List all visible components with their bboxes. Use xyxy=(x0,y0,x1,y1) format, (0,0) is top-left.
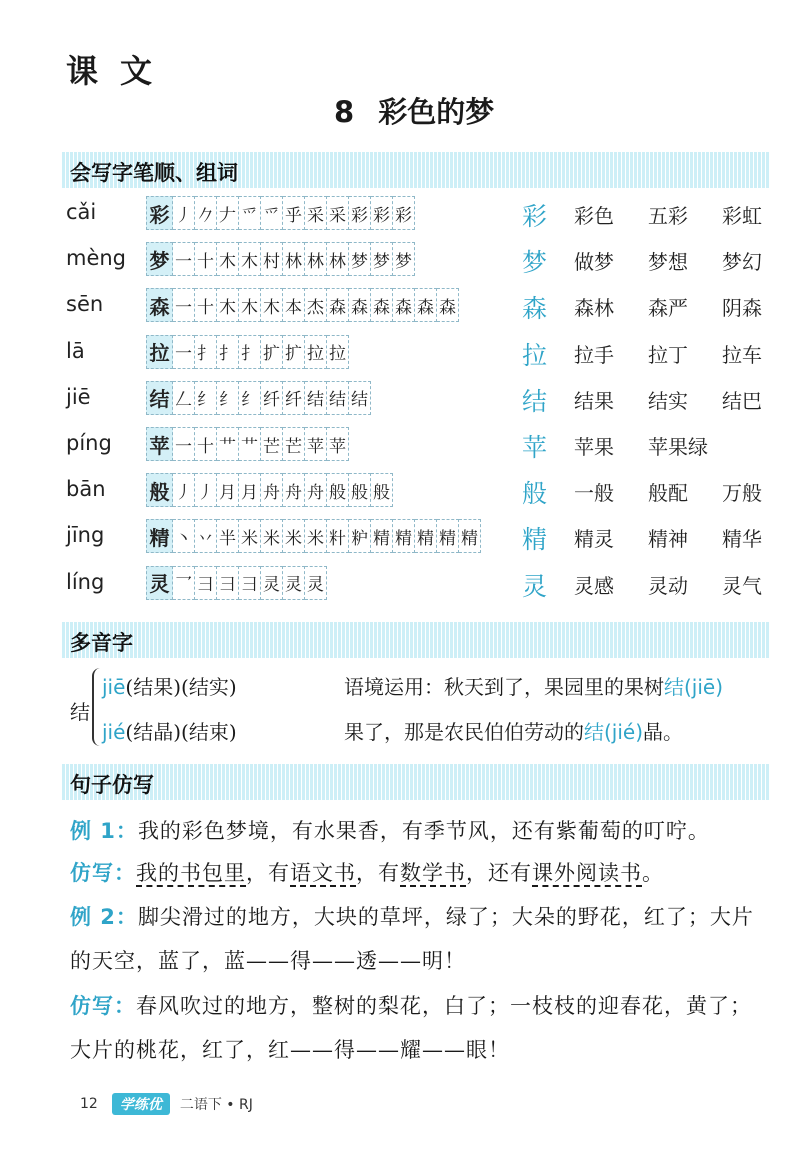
stroke-step: 森 xyxy=(415,288,437,322)
word: 五彩 xyxy=(648,204,688,228)
usage-char: 结 xyxy=(584,720,604,744)
stroke-step: 苹 xyxy=(305,427,327,461)
imitation-1 xyxy=(70,857,780,887)
section-title: 句子仿写 xyxy=(70,773,154,797)
stroke-step: 芒 xyxy=(283,427,305,461)
imitation-text: 大片的桃花，红了，红——得——耀——眼！ xyxy=(70,1038,510,1062)
pinyin: jiē xyxy=(66,384,91,409)
pinyin: lā xyxy=(66,338,85,363)
stroke-step: 彐 xyxy=(195,566,217,600)
polyphone-reading-2 xyxy=(102,716,237,745)
usage-text: 语境运用：秋天到了，果园里的果树 xyxy=(344,675,664,699)
char-row-6 xyxy=(66,473,786,513)
stroke-order xyxy=(146,381,371,415)
stroke-step: 十 xyxy=(195,288,217,322)
word: 精灵 xyxy=(574,527,614,552)
stroke-step: 木 xyxy=(261,288,283,322)
stroke-step: 本 xyxy=(283,288,305,322)
stroke-step: 梦 xyxy=(393,242,415,276)
lesson-title: 彩色的梦 xyxy=(378,95,495,129)
stroke-step: 纟 xyxy=(217,381,239,415)
section-header-polyphone xyxy=(62,622,770,658)
page-number: 12 xyxy=(80,1096,98,1112)
target-char: 灵 xyxy=(146,566,173,600)
stroke-step: 灵 xyxy=(283,566,305,600)
word: 苹果 xyxy=(574,435,614,459)
word: 结果 xyxy=(574,388,614,413)
stroke-step: 丿 xyxy=(173,473,195,507)
stroke-step: 纤 xyxy=(283,381,305,415)
stroke-step: 彩 xyxy=(349,196,371,230)
stroke-step: 乛 xyxy=(173,566,195,600)
target-char: 苹 xyxy=(146,427,173,461)
stroke-step: 舟 xyxy=(261,473,283,507)
imitation-text: 春风吹过的地方，整树的梨花，白了；一枝枝的迎春花，黄了； xyxy=(136,994,752,1018)
words: (结果)(结实) xyxy=(125,675,237,699)
stroke-step: 艹 xyxy=(239,427,261,461)
stroke-step: 森 xyxy=(349,288,371,322)
word: 森林 xyxy=(574,296,614,321)
word: 一般 xyxy=(574,481,614,506)
section-header-writing xyxy=(62,152,770,188)
big-char: 结 xyxy=(522,386,548,416)
char-row-4 xyxy=(66,381,786,421)
stroke-step: 采 xyxy=(305,196,327,230)
word: 阴森 xyxy=(722,296,762,321)
stroke-step: 扌 xyxy=(239,335,261,369)
target-char: 拉 xyxy=(146,335,173,369)
stroke-step: 丿 xyxy=(195,473,217,507)
target-char: 般 xyxy=(146,473,173,507)
stroke-step: 米 xyxy=(239,519,261,553)
stroke-step: 扌 xyxy=(195,335,217,369)
word: 结巴 xyxy=(722,388,762,413)
word: 做梦 xyxy=(574,250,614,275)
polyphone-reading-1 xyxy=(102,671,237,700)
stroke-step: 米 xyxy=(283,519,305,553)
stroke-step: 森 xyxy=(393,288,415,322)
stroke-step: 苹 xyxy=(327,427,349,461)
char-row-5 xyxy=(66,427,786,467)
pinyin: jiē xyxy=(102,675,126,699)
word: 结实 xyxy=(648,388,688,413)
lesson-label: 课文 xyxy=(66,52,175,90)
big-char: 拉 xyxy=(522,340,548,370)
stroke-step: 梦 xyxy=(371,242,393,276)
stroke-step: 爫 xyxy=(239,196,261,230)
stroke-order xyxy=(146,288,459,322)
word: 彩色 xyxy=(574,204,614,228)
stroke-step: 灵 xyxy=(261,566,283,600)
stroke-step: 扌 xyxy=(217,335,239,369)
pinyin: píng xyxy=(66,431,112,455)
section-title: 会写字笔顺、组词 xyxy=(70,161,238,185)
usage-line-1 xyxy=(344,671,723,700)
stroke-order xyxy=(146,566,327,600)
usage-text-end: 晶。 xyxy=(643,720,684,744)
stroke-step: 纟 xyxy=(195,381,217,415)
stroke-step: 芒 xyxy=(261,427,283,461)
pinyin: jié xyxy=(102,720,126,744)
section-header-imitation xyxy=(62,764,770,800)
stroke-step: 精 xyxy=(459,519,481,553)
pinyin: líng xyxy=(66,569,105,594)
word: 森严 xyxy=(648,296,688,321)
target-char: 森 xyxy=(146,288,173,322)
word: 万般 xyxy=(722,481,762,506)
pinyin: mèng xyxy=(66,246,127,271)
footer xyxy=(80,1093,253,1115)
word: 般配 xyxy=(648,481,688,506)
example-label: 例 1： xyxy=(70,819,138,843)
word: 拉车 xyxy=(722,342,762,367)
usage-pinyin: (jiē) xyxy=(684,675,724,699)
stroke-step: 结 xyxy=(305,381,327,415)
imitation-label: 仿写： xyxy=(70,994,136,1018)
word: 拉丁 xyxy=(648,342,688,367)
stroke-step: 精 xyxy=(437,519,459,553)
char-row-1 xyxy=(66,242,786,282)
stroke-step: 舟 xyxy=(305,473,327,507)
word: 灵气 xyxy=(722,573,762,598)
target-char: 彩 xyxy=(146,196,173,230)
char-row-3 xyxy=(66,335,786,375)
stroke-step: 舟 xyxy=(283,473,305,507)
usage-line-2 xyxy=(344,716,683,745)
stroke-step: 一 xyxy=(173,427,195,461)
stroke-step: 𠃋 xyxy=(173,381,195,415)
pinyin: jīng xyxy=(66,523,105,548)
stroke-step: 村 xyxy=(261,242,283,276)
lesson-number: 8 xyxy=(334,95,355,129)
stroke-step: 林 xyxy=(305,242,327,276)
stroke-step: 森 xyxy=(371,288,393,322)
stroke-step: 月 xyxy=(217,473,239,507)
word: 拉手 xyxy=(574,342,614,367)
stroke-step: 一 xyxy=(173,335,195,369)
stroke-step: 籵 xyxy=(327,519,349,553)
imitation-2-line-2 xyxy=(70,1034,780,1064)
stroke-step: 般 xyxy=(371,473,393,507)
usage-text: 果了，那是农民伯伯劳动的 xyxy=(344,720,584,744)
word: 彩虹 xyxy=(722,204,762,228)
section-title: 多音字 xyxy=(70,631,133,655)
example-2-line-2 xyxy=(70,945,780,975)
stroke-step: 月 xyxy=(239,473,261,507)
stroke-step: 精 xyxy=(371,519,393,553)
imitation-text: 我的书包里，有语文书，有数学书，还有课外阅读书。 xyxy=(136,861,664,885)
word: 灵动 xyxy=(648,573,688,598)
brand-logo: 学练优 xyxy=(112,1093,170,1115)
target-char: 梦 xyxy=(146,242,173,276)
stroke-step: 采 xyxy=(327,196,349,230)
word: 梦想 xyxy=(648,250,688,275)
stroke-step: 灵 xyxy=(305,566,327,600)
stroke-step: 丿 xyxy=(173,196,195,230)
stroke-step: 结 xyxy=(327,381,349,415)
stroke-step: 一 xyxy=(173,242,195,276)
stroke-step: 米 xyxy=(261,519,283,553)
imitation-label: 仿写： xyxy=(70,861,136,885)
char-row-2 xyxy=(66,288,786,328)
polyphone-char: 结 xyxy=(70,700,90,724)
pinyin: bān xyxy=(66,477,106,502)
stroke-step: 结 xyxy=(349,381,371,415)
stroke-step: 拉 xyxy=(327,335,349,369)
big-char: 般 xyxy=(522,479,548,509)
word: 苹果绿 xyxy=(648,435,708,459)
char-row-0 xyxy=(66,196,786,236)
char-row-8 xyxy=(66,566,786,606)
example-label: 例 2： xyxy=(70,905,138,929)
word: 梦幻 xyxy=(722,250,762,275)
stroke-step: 扩 xyxy=(283,335,305,369)
big-char: 苹 xyxy=(522,433,548,462)
stroke-step: 粐 xyxy=(349,519,371,553)
target-char: 精 xyxy=(146,519,173,553)
word: 灵感 xyxy=(574,573,614,598)
stroke-step: 林 xyxy=(283,242,305,276)
stroke-step: 林 xyxy=(327,242,349,276)
big-char: 森 xyxy=(522,294,548,324)
stroke-step: 米 xyxy=(305,519,327,553)
stroke-step: 扩 xyxy=(261,335,283,369)
char-row-7 xyxy=(66,519,786,559)
example-text: 的天空，蓝了，蓝——得——透——明！ xyxy=(70,949,466,973)
big-char: 灵 xyxy=(522,571,548,601)
stroke-order xyxy=(146,335,349,369)
example-text: 我的彩色梦境，有水果香，有季节风，还有紫葡萄的叮咛。 xyxy=(137,819,710,843)
stroke-step: 乎 xyxy=(283,196,305,230)
big-char: 彩 xyxy=(522,202,548,231)
stroke-step: 彐 xyxy=(239,566,261,600)
stroke-step: 木 xyxy=(239,288,261,322)
word: 精华 xyxy=(722,527,762,552)
example-text: 脚尖滑过的地方，大块的草坪，绿了；大朵的野花，红了；大片 xyxy=(137,905,754,929)
stroke-step: 彩 xyxy=(371,196,393,230)
stroke-order xyxy=(146,519,481,553)
example-1 xyxy=(70,815,780,845)
stroke-step: 丷 xyxy=(195,519,217,553)
stroke-order xyxy=(146,196,415,230)
stroke-step: 一 xyxy=(173,288,195,322)
stroke-step: 木 xyxy=(217,288,239,322)
imitation-2-line-1 xyxy=(70,990,780,1020)
stroke-step: 木 xyxy=(239,242,261,276)
stroke-step: 𠂇 xyxy=(217,196,239,230)
usage-char: 结 xyxy=(664,675,684,699)
stroke-step: 森 xyxy=(437,288,459,322)
stroke-step: 𠂊 xyxy=(195,196,217,230)
stroke-order xyxy=(146,427,349,461)
stroke-step: 精 xyxy=(415,519,437,553)
stroke-step: 纟 xyxy=(239,381,261,415)
usage-pinyin: (jié) xyxy=(604,720,644,744)
stroke-step: 半 xyxy=(217,519,239,553)
words: (结晶)(结束) xyxy=(125,720,237,744)
big-char: 精 xyxy=(522,525,548,555)
stroke-step: 丶 xyxy=(173,519,195,553)
stroke-step: 拉 xyxy=(305,335,327,369)
stroke-step: 纤 xyxy=(261,381,283,415)
big-char: 梦 xyxy=(522,248,548,278)
stroke-step: 木 xyxy=(217,242,239,276)
edition-label: 二语下 • RJ xyxy=(179,1097,253,1113)
pinyin: sēn xyxy=(66,292,104,317)
stroke-order xyxy=(146,242,415,276)
stroke-step: 彩 xyxy=(393,196,415,230)
pinyin: cǎi xyxy=(66,200,97,224)
example-2-line-1 xyxy=(70,901,780,931)
stroke-step: 般 xyxy=(327,473,349,507)
stroke-step: 森 xyxy=(327,288,349,322)
stroke-step: 精 xyxy=(393,519,415,553)
target-char: 结 xyxy=(146,381,173,415)
page-title xyxy=(334,90,494,131)
stroke-step: 梦 xyxy=(349,242,371,276)
stroke-step: 艹 xyxy=(217,427,239,461)
stroke-step: 杰 xyxy=(305,288,327,322)
stroke-step: 爫 xyxy=(261,196,283,230)
stroke-step: 般 xyxy=(349,473,371,507)
stroke-order xyxy=(146,473,393,507)
stroke-step: 十 xyxy=(195,427,217,461)
stroke-step: 十 xyxy=(195,242,217,276)
word: 精神 xyxy=(648,527,688,552)
stroke-step: 彐 xyxy=(217,566,239,600)
